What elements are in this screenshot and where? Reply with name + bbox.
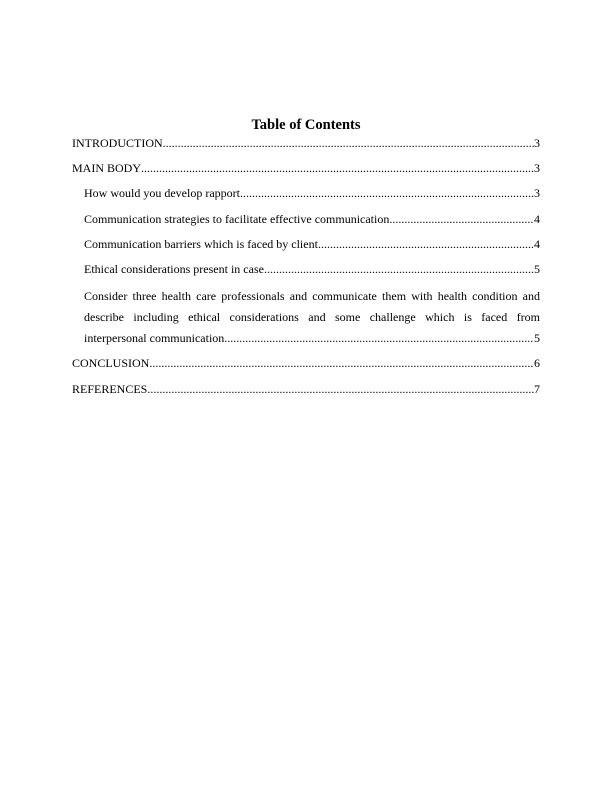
toc-page-number: 4: [534, 237, 540, 251]
toc-entry-line: Consider three health care professionals and communicate them with health condition and: [84, 289, 540, 303]
dot-leader: [240, 186, 534, 200]
toc-entry-label: How would you develop rapport: [84, 186, 240, 200]
toc-entry-conclusion[interactable]: [72, 356, 540, 370]
toc-entry-label: Communication barriers which is faced by client: [84, 237, 318, 251]
toc-entry-label: interpersonal communication: [84, 331, 225, 345]
dot-leader: [141, 161, 534, 175]
toc-page-number: 3: [534, 186, 540, 200]
toc-entry-references[interactable]: [72, 382, 540, 396]
dot-leader: [318, 237, 534, 251]
dot-leader: [163, 136, 534, 150]
dot-leader: [389, 212, 534, 226]
dot-leader: [264, 262, 534, 276]
toc-page-number: 4: [534, 212, 540, 226]
toc-entry-communication-barriers[interactable]: [84, 237, 540, 251]
toc-page-number: 5: [534, 331, 540, 345]
toc-entry-ethical-considerations[interactable]: [84, 262, 540, 276]
toc-page-number: 7: [534, 382, 540, 396]
dot-leader: [147, 382, 534, 396]
toc-entry-introduction[interactable]: [72, 136, 540, 150]
toc-page-number: 3: [534, 136, 540, 150]
toc-entry-line: describe including ethical considerations and some challenge which is faced from: [84, 310, 540, 324]
toc-entry-main-body[interactable]: [72, 161, 540, 175]
dot-leader: [224, 331, 534, 345]
toc-entry-label: Ethical considerations present in case: [84, 262, 264, 276]
toc-page-number: 3: [534, 161, 540, 175]
dot-leader: [149, 356, 534, 370]
toc-entry-label: Communication strategies to facilitate effective communication: [84, 212, 390, 226]
toc-entry-communication-strategies[interactable]: [84, 212, 540, 226]
toc-page-number: 5: [534, 262, 540, 276]
toc-entry-label: MAIN BODY: [72, 161, 141, 175]
toc-entry-last-line: [84, 331, 540, 345]
toc-page-number: 6: [534, 356, 540, 370]
toc-title: Table of Contents: [251, 117, 361, 133]
toc-entry-label: REFERENCES: [72, 382, 148, 396]
toc-entry-develop-rapport[interactable]: [84, 186, 540, 200]
toc-entry-label: INTRODUCTION: [72, 136, 163, 150]
toc-entry-label: CONCLUSION: [72, 356, 150, 370]
